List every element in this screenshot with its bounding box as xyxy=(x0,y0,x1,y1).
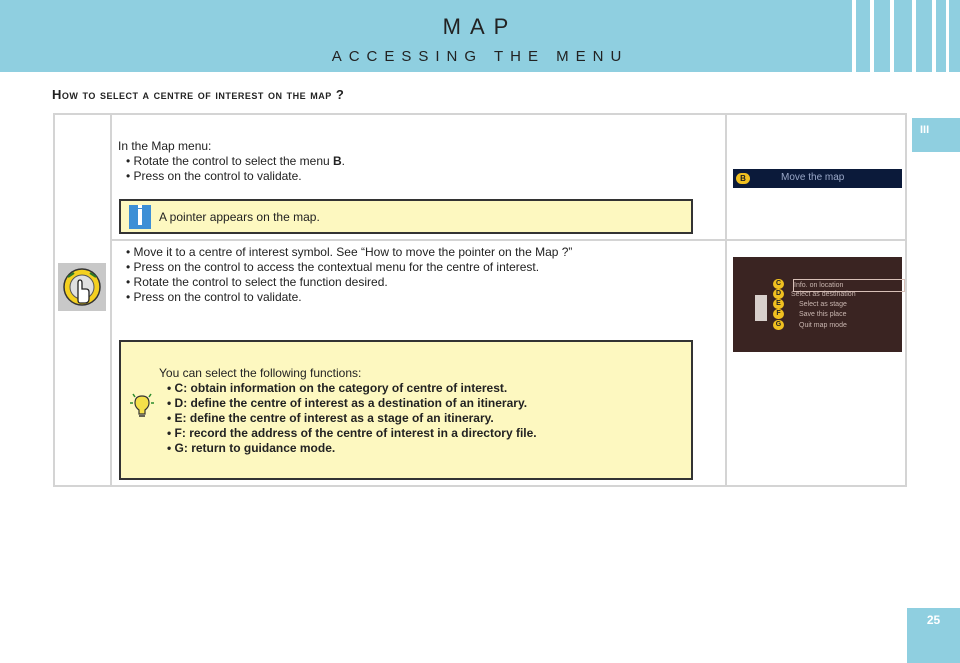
menu-label: Move the map xyxy=(781,172,845,183)
bullet-item: • Press on the control to validate. xyxy=(126,290,302,304)
row1-instructions xyxy=(118,139,345,184)
function-item: • G: return to guidance mode. xyxy=(167,441,336,455)
page-title: MAP xyxy=(442,14,518,39)
bullet-item: • Rotate the control to select the function desired. xyxy=(126,275,388,289)
section-heading: How to select a centre of interest on the map ? xyxy=(52,87,345,102)
chapter-tab: III xyxy=(912,118,960,152)
menu-item: Info. on location xyxy=(793,279,905,292)
tip-intro: You can select the following functions: xyxy=(159,366,362,380)
info-note xyxy=(119,199,693,234)
screen-move-map xyxy=(733,169,902,188)
bullet-item: • Move it to a centre of interest symbol. See “How to move the pointer on the Map ?” xyxy=(126,245,573,259)
bullet-item: • Press on the control to access the contextual menu for the centre of interest. xyxy=(126,260,540,274)
badge-f: F xyxy=(773,309,784,319)
bullet-item: • Rotate the control to select the menu B. xyxy=(126,154,346,168)
tip-text xyxy=(159,366,537,456)
info-note-text: A pointer appears on the map. xyxy=(159,210,320,224)
bullet-item: • Press on the control to validate. xyxy=(126,169,302,183)
row2-instructions xyxy=(118,245,572,305)
row1-intro: In the Map menu: xyxy=(118,139,212,153)
header-stripes xyxy=(840,0,960,72)
page-subtitle: ACCESSING THE MENU xyxy=(331,48,629,65)
page-number: 25 xyxy=(907,608,960,663)
function-item: • C: obtain information on the category of centre of interest. xyxy=(167,381,508,395)
function-item: • D: define the centre of interest as a destination of an itinerary. xyxy=(167,396,528,410)
header-banner xyxy=(0,0,960,72)
menu-letter: B xyxy=(333,154,342,168)
rotary-control-icon xyxy=(58,263,106,311)
badge-d: D xyxy=(773,289,784,299)
table-divider xyxy=(725,113,727,487)
menu-item: Select as destination xyxy=(791,291,856,298)
screen-context-menu xyxy=(733,257,902,352)
badge-e: E xyxy=(773,299,784,309)
info-icon xyxy=(129,205,151,229)
lightbulb-icon xyxy=(127,390,157,425)
badge-c: C xyxy=(773,279,784,289)
menu-item: Quit map mode xyxy=(799,322,847,329)
menu-item: Select as stage xyxy=(799,301,847,308)
map-pointer xyxy=(755,295,767,321)
table-divider xyxy=(110,239,907,241)
menu-item: Save this place xyxy=(799,311,847,318)
badge-b: B xyxy=(736,173,750,184)
table-divider xyxy=(110,113,112,487)
function-item: • F: record the address of the centre of interest in a directory file. xyxy=(167,426,537,440)
function-item: • E: define the centre of interest as a stage of an itinerary. xyxy=(167,411,494,425)
badge-g: G xyxy=(773,320,784,330)
tip-note xyxy=(119,340,693,480)
